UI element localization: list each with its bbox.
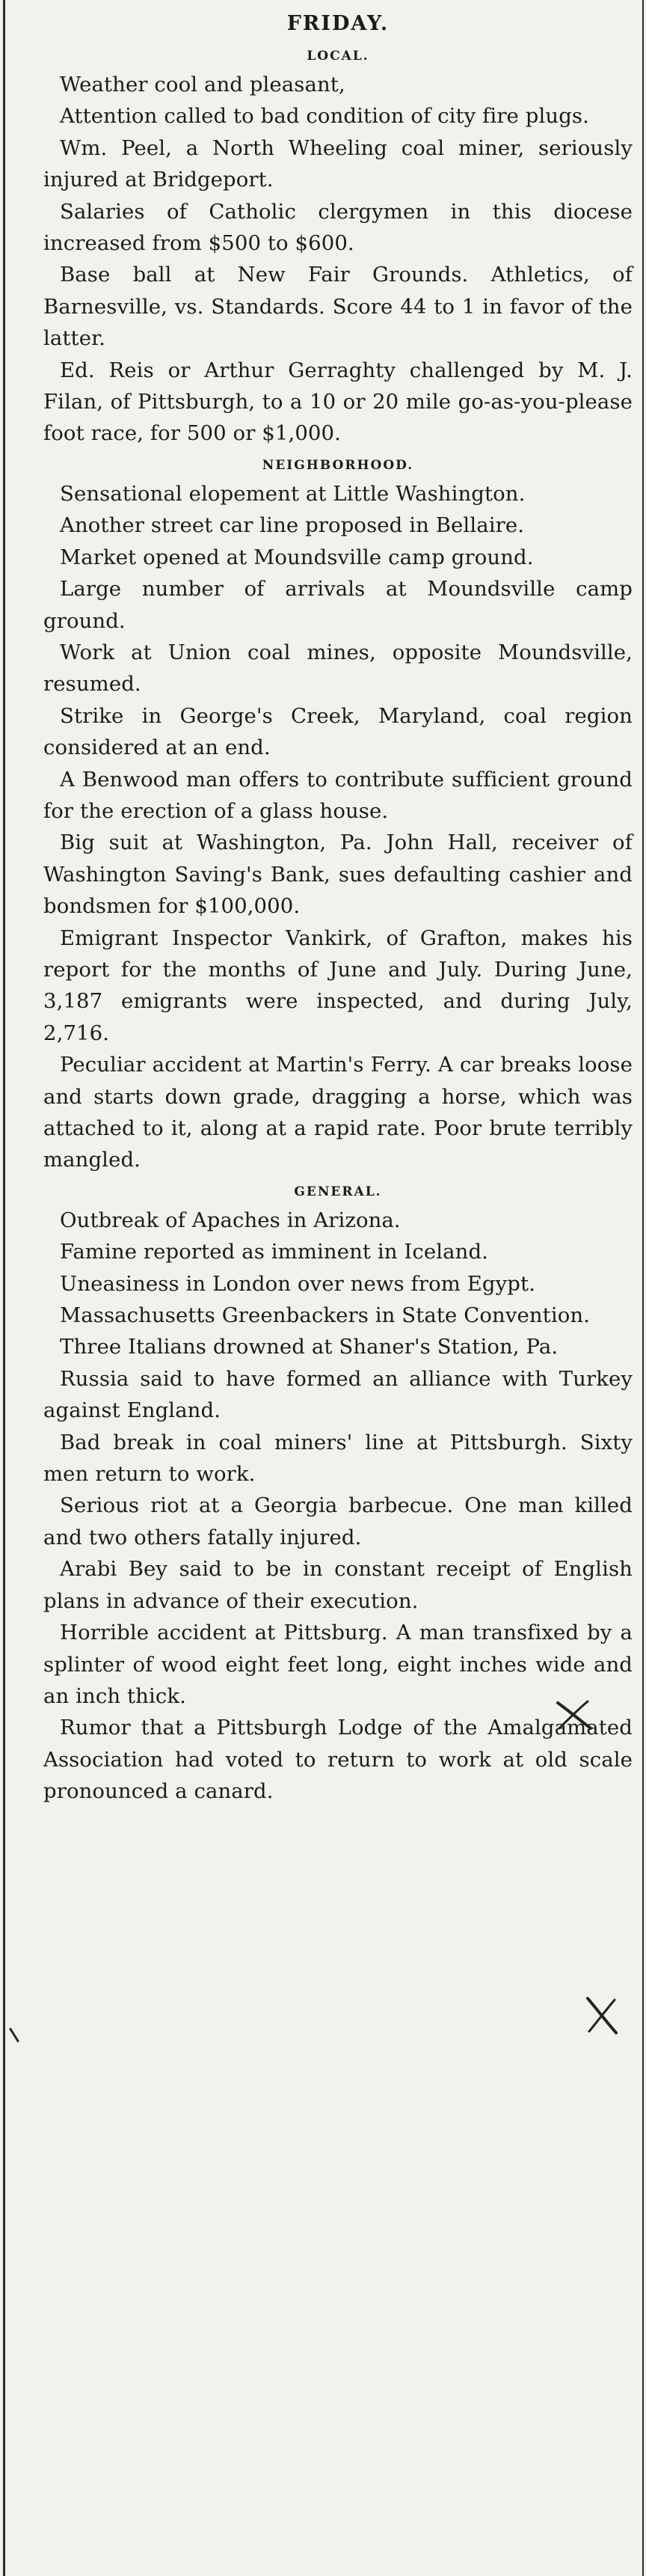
news-item: Attention called to bad condition of city fire plugs. [60, 104, 589, 129]
news-item: Weather cool and pleasant, [60, 73, 345, 97]
news-item: Arabi Bey said to be in constant receipt of English plans in advance of their execution. [43, 1557, 633, 1613]
news-item: Another street car line proposed in Bellaire. [60, 513, 525, 538]
column-rule-left [3, 0, 5, 2576]
news-item: Salaries of Catholic clergymen in this diocese increased from $500 to $600. [43, 199, 633, 256]
news-item: Sensational elopement at Little Washington. [60, 481, 526, 506]
news-item: Serious riot at a Georgia barbecue. One man killed and two others fatally injured. [43, 1493, 633, 1549]
handwritten-tick-mark-icon [7, 2026, 22, 2044]
news-item: Massachusetts Greenbackers in State Convention. [60, 1303, 591, 1328]
news-item: Big suit at Washington, Pa. John Hall, receiver of Washington Saving's Bank, sues defaulting cashier and bondsmen for $100,000. [43, 830, 633, 919]
news-item: Three Italians drowned at Shaner's Station, Pa. [60, 1335, 559, 1359]
news-item: Large number of arrivals at Moundsville camp ground. [43, 577, 633, 633]
section-heading-neighborhood: NEIGHBORHOOD. [262, 457, 414, 473]
news-item: Work at Union coal mines, opposite Moundsville, resumed. [43, 640, 633, 697]
news-item: Uneasiness in London over news from Egypt. [60, 1271, 535, 1296]
news-item: Russia said to have formed an alliance with Turkey against England. [43, 1366, 633, 1423]
news-item: Outbreak of Apaches in Arizona. [60, 1208, 401, 1232]
news-item: Market opened at Moundsville camp ground. [60, 545, 534, 569]
masthead: FRIDAY. [286, 12, 390, 35]
section-heading-local: LOCAL. [307, 49, 369, 64]
news-item: Famine reported as imminent in Iceland. [60, 1240, 489, 1264]
section-heading-general: GENERAL. [294, 1184, 382, 1199]
news-item: Base ball at New Fair Grounds. Athletics, of Barnesville, vs. Standards. Score 44 to 1 in favor of the latter. [43, 263, 633, 351]
news-item: Rumor that a Pittsburgh Lodge of the Amalgamated Association had voted to return to work at old scale pronounced a canard. [43, 1716, 633, 1804]
news-item: A Benwood man offers to contribute sufficient ground for the erection of a glass house. [43, 767, 633, 823]
news-item: Wm. Peel, a North Wheeling coal miner, seriously injured at Bridgeport. [43, 135, 633, 192]
news-item: Emigrant Inspector Vankirk, of Grafton, makes his report for the months of June and July. During June, 3,187 emigrants were inspected, and during July, 2,716. [43, 926, 633, 1045]
news-item: Strike in George's Creek, Maryland, coal region considered at an end. [43, 703, 633, 760]
handwritten-x-mark-icon [583, 1994, 621, 2037]
news-item: Ed. Reis or Arthur Gerraghty challenged by M. J. Filan, of Pittsburgh, to a 10 or 20 mile go-as-you-please foot race, for 500 or $1,000. [43, 358, 633, 446]
news-item: Horrible accident at Pittsburg. A man transfixed by a splinter of wood eight feet long, eight inches wide and an inch thick. [43, 1621, 633, 1708]
column-rule-right [642, 0, 644, 2576]
news-item: Bad break in coal miners' line at Pittsburgh. Sixty men return to work. [43, 1430, 633, 1487]
news-item: Peculiar accident at Martin's Ferry. A car breaks loose and starts down grade, dragging a horse, which was attached to it, along at a rapid rate. Poor brute terribly mangled. [43, 1053, 633, 1172]
